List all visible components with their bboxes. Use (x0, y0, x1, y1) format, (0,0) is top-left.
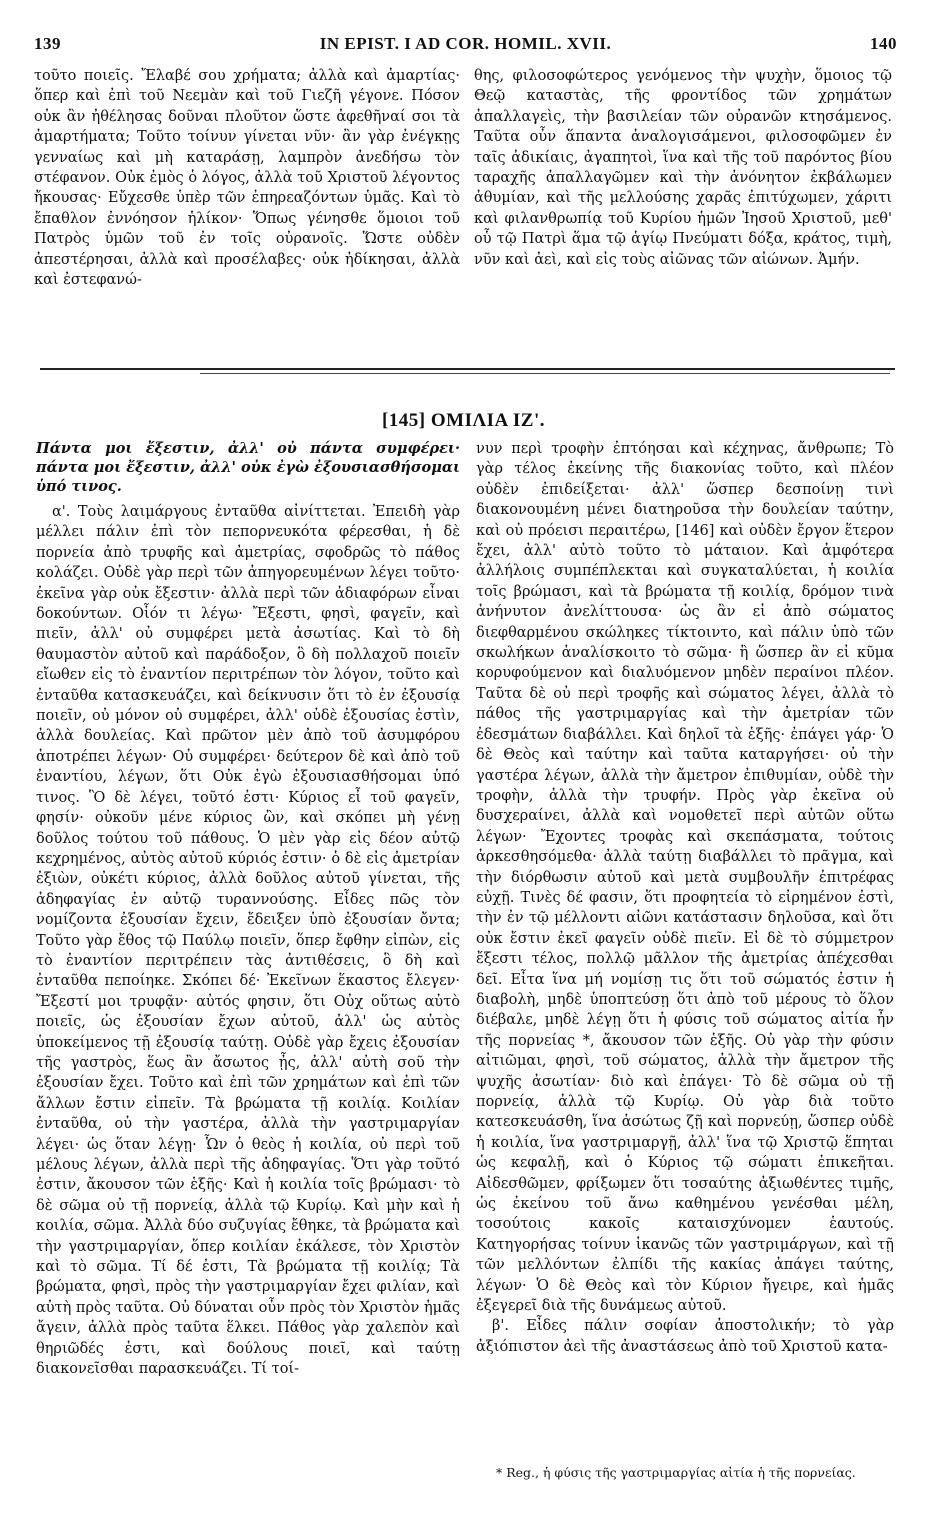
top-left-paragraph: τοῦτο ποιεῖς. Ἔλαβέ σου χρήματα; ἀλλὰ καὶ ἁμαρτίας· ὅπερ καὶ ἐπὶ τοῦ Νεεμὰν καὶ τοῦ Γιεζῆ γέγονε. Πόσον οὐκ ἂν ἠθέλησας δοῦναι πλοῦτον ὥστε ἀφεθῆναί σοι τὰ ἁμαρτήματα; Τοῦτο τοίνυν γίνεται νῦν· ἂν γὰρ ἐνέγκῃς γενναίως καὶ μὴ καταράσῃ, λαμπρὸν ἀνεδήσω τὸν στέφανον. Οὐκ ἐμὸς ὁ λόγος, ἀλλὰ τοῦ Χριστοῦ λέγοντος ἤκουσας· Εὔχεσθε ὑπὲρ τῶν ἐπηρεαζόντων ὑμᾶς. Καὶ τὸ ἔπαθλον ἐννόησον ἡλίκον· Ὅπως γένησθε ὅμοιοι τοῦ Πατρὸς ὑμῶν τοῦ ἐν τοῖς οὐρανοῖς. Ὥστε οὐδὲν ἀπεστέρησαι, ἀλλὰ καὶ προσέλαβες· οὐκ ἠδίκησαι, ἀλλὰ καὶ ἐστεφανώ- (34, 68, 460, 289)
top-left-column (34, 66, 460, 334)
running-head (34, 34, 897, 56)
right-paragraph-1: νυν περὶ τροφὴν ἐπτόησαι καὶ κέχηνας, ἄνθρωπε; Τὸ γὰρ τέλος ἐκείνης τῆς διακονίας τοῦτο, καὶ πλέον οὐδὲν ἐπιδείξεται· ἀλλ' ὥσπερ δεσποίνῃ τινὶ διακονουμένη μένει διατηροῦσα τὴν δουλείαν ταύτην, καὶ οὐ πρόεισι περαιτέρω, [146] καὶ οὐδὲν ἔργον ἕτερον ἔχει, ἀλλ' αὐτὸ τοῦτο τὸ μάταιον. Καὶ ἀμφότερα ἀλλήλοις συμπέπλεκται καὶ συγκαταλύεται, ἡ κοιλία τοῖς βρώμασι, καὶ τὰ βρώματα τῇ κοιλίᾳ, δρόμον τινὰ ἀνήνυτον ἀνελίττουσα· ὡς ἂν εἰ ἀπὸ σώματος διεφθαρμένου σκώληκες τίκτοιντο, καὶ πάλιν ὑπὸ τῶν σκωλήκων ἀναλίσκοιτο τὸ σῶμα· ἢ ὥσπερ ἂν εἰ κῦμα κορυφούμενον καὶ διαλυόμενον μηδὲν περαίνοι πλέον. Ταῦτα δὲ οὐ περὶ τροφῆς καὶ σώματος λέγει, ἀλλὰ τὸ πάθος τῆς γαστριμαργίας καὶ τὴν ἀμετρίαν τῶν ἐδεσμάτων διαβάλλει. Καὶ δηλοῖ τὰ ἑξῆς· ἐπάγει γάρ· Ὁ δὲ Θεὸς καὶ ταύτην καὶ ταῦτα καταργήσει· οὐ τὴν γαστέρα λέγων, ἀλλὰ τὴν ἄμετρον ἐπιθυμίαν, οὐδὲ τὴν τροφὴν, ἀλλὰ τὴν τρυφήν. Πρὸς γὰρ ἐκεῖνα οὐ δυσχεραίνει, ἀλλὰ καὶ νομοθετεῖ περὶ αὐτῶν οὕτω λέγων· Ἔχοντες τροφὰς καὶ σκεπάσματα, τούτοις ἀρκεσθησόμεθα· ἀλλὰ ταύτῃ διαβάλλει τὸ πρᾶγμα, καὶ τὴν διόρθωσιν αὐτοῦ καὶ μετὰ συμβουλῆν ἐπιτρέφας εὐχῇ. Τινὲς δέ φασιν, ὅτι προφητεία τὸ εἰρημένον ἐστὶ, τὴν ἐν τῷ μέλλοντι αἰῶνι κατάστασιν δηλοῦσα, καὶ ὅτι οὐκ ἔστιν ἐκεῖ φαγεῖν οὐδὲ πιεῖν. Εἰ δὲ τὸ σύμμετρον ἔξεστι τέλος, πολλῷ μᾶλλον τῆς ἀμετρίας ἀπέχεσθαι δεῖ. Εἶτα ἵνα μή νομίσῃ τις ὅτι τοῦ σώματός ἐστιν ἡ διαβολὴ, μηδὲ ὑποπτεύσῃ ὅτι ἀπὸ τοῦ μέρους τὸ ὅλον διέβαλε, μηδὲ λέγῃ ὅτι ἡ φύσις τοῦ σώματος αἰτία ἦν τῆς πορνείας *, ἄκουσον τῶν ἑξῆς. Οὐ γὰρ τὴν φύσιν αἰτιῶμαι, φησὶ, τοῦ σώματος, ἀλλὰ τὴν ἄμετρον τῆς ψυχῆς ἀσωτίαν· διὸ καὶ ἐπάγει· Τὸ δὲ σῶμα οὐ τῇ πορνείᾳ, ἀλλὰ τῷ Κυρίῳ. Οὐ γὰρ διὰ τοῦτο κατεσκευάσθη, ἵνα ἀσώτως ζῇ καὶ πορνεύῃ, ὥσπερ οὐδὲ ἡ κοιλία, ἵνα γαστριμαργῇ, ἀλλ' ἵνα τῷ Χριστῷ ἕπηται ὡς κεφαλῇ, καὶ ὁ Κύριος τῷ σώματι ἐπικεῆται. Αἰδεσθῶμεν, φρίξωμεν ὅτι τοσαύτης ἀξιωθέντες τιμῆς, ὡς ἐκείνου τοῦ ἄνω καθημένου γενέσθαι μέλη, τοσούτοις κακοῖς καταισχύνομεν ἑαυτούς. Κατηγορήσας τοίνυν ἱκανῶς τῶν γαστριμάργων, καὶ τῇ τῶν μελλόντων ἐλπίδι τῆς κακίας ἀπάγει ταύτης, λέγων· Ὁ δὲ Θεὸς καὶ τὸν Κύριον ἤγειρε, καὶ ἡμᾶς ἐξεγερεῖ διὰ τῆς δυνάμεως αὐτοῦ. (476, 441, 894, 1315)
section-divider (40, 368, 895, 370)
bottom-right-column (476, 439, 894, 1449)
top-right-paragraph: θης, φιλοσοφώτερος γενόμενος τὴν ψυχὴν, ὅμοιος τῷ Θεῷ καταστὰς, τῆς φροντίδος τῶν χρημάτων ἀπαλλαγεὶς, τὴν βασιλείαν τῶν οὐρανῶν κτησάμενος. Ταῦτα οὖν ἅπαντα ἀναλογισάμενοι, φιλοσοφῶμεν ἐν ταῖς ἀδικίαις, ἀγαπητοὶ, ἵνα καὶ τῆς τοῦ παρόντος βίου ταραχῆς ἀπαλλαγῶμεν καὶ τὴν ἀνόνητον ἐκβάλωμεν ἀθυμίαν, καὶ τῆς μελλούσης χαρᾶς ἐπιτύχωμεν, χάριτι καὶ φιλανθρωπίᾳ τοῦ Κυρίου ἡμῶν Ἰησοῦ Χριστοῦ, μεθ' οὗ τῷ Πατρὶ ἅμα τῷ ἁγίῳ Πνεύματι δόξα, κράτος, τιμὴ, νῦν καὶ ἀεὶ, καὶ εἰς τοὺς αἰῶνας τῶν αἰώνων. Ἀμήν. (474, 68, 892, 268)
scripture-lemma: Πάντα μοι ἔξεστιν, ἀλλ' οὐ πάντα συμφέρει· πάντα μοι ἔξεστιν, ἀλλ' οὐκ ἐγὼ ἐξουσιασθήσομαι ὑπό τινος. (36, 440, 460, 495)
page-number-right: 140 (870, 34, 897, 53)
footnote: * Reg., ἡ φύσις τῆς γαστριμαργίας αἰτία ἡ τῆς πορνείας. (496, 1465, 856, 1480)
section-divider-thin (200, 373, 890, 374)
left-paragraph-1: α'. Τοὺς λαιμάργους ἐνταῦθα αἰνίττεται. Ἐπειδὴ γὰρ μέλλει πάλιν ἐπὶ τὸν πεπορνευκότα φέρεσθαι, ἡ δὲ πορνεία ἀπὸ τρυφῆς καὶ ἀμετρίας, σφοδρῶς τὸ πάθος κολάζει. Οὐδὲ γὰρ περὶ τῶν ἀπηγορευμένων λέγει τοῦτο· ἐκεῖνα γὰρ οὐκ ἔξεστιν· ἀλλὰ περὶ τῶν ἀδιαφόρων εἶναι δοκούντων. Οἷόν τι λέγω· Ἔξεστι, φησὶ, φαγεῖν, καὶ πιεῖν, ἀλλ' οὐ συμφέρει μετὰ ἀσωτίας. Καὶ τὸ δὴ θαυμαστὸν αὐτοῦ καὶ παράδοξον, ὃ δὴ πολλαχοῦ ποιεῖν εἴωθεν εἰς τὸ ἐναντίον περιτρέπων τὸν λόγον, τοῦτο καὶ ἐνταῦθα κατασκευάζει, καὶ δείκνυσιν ὅτι τὸ ἐν ἐξουσίᾳ ποιεῖν, οὐ μόνον οὐ συμφέρει, ἀλλ' οὐδὲ ἐξουσίας ἐστὶν, ἀλλὰ δουλείας. Καὶ πρῶτον μὲν ἀπὸ τοῦ ἀσυμφόρου ἀποτρέπει λέγων· Οὐ συμφέρει· δεύτερον δὲ καὶ ἀπὸ τοῦ ἐναντίου, λέγων, ὅτι Οὐκ ἐγὼ ἐξουσιασθήσομαι ὑπό τινος. Ὃ δὲ λέγει, τοῦτό ἐστι· Κύριος εἶ τοῦ φαγεῖν, φησίν· οὐκοῦν μένε κύριος ὢν, καὶ σκόπει μὴ γένῃ δοῦλος τούτου τοῦ πάθους. Ὁ μὲν γὰρ εἰς δέον αὐτῷ κεχρημένος, αὐτὸς αὐτοῦ κύριός ἐστιν· ὁ δὲ εἰς ἀμετρίαν ἐξιὼν, οὐκέτι κύριος, ἀλλὰ δοῦλος αὐτοῦ γίνεται, τῆς ἀδηφαγίας ἐν αὐτῷ τυραννούσης. Εἶδες πῶς τὸν νομίζοντα ἐξουσίαν ἔχειν, ἔδειξεν ὑπὸ ἐξουσίαν ὄντα; Τοῦτο γὰρ ἔθος τῷ Παύλῳ ποιεῖν, ὅπερ ἔφθην εἰπὼν, εἰς τὸ ἐναντίον περιτρέπειν τὰς ἀντιθέσεις, ὃ δὴ καὶ ἐνταῦθα πεποίηκε. Σκόπει δέ· Ἐκεῖνων ἕκαστος ἔλεγεν· Ἔξεστί μοι τρυφᾷν· αὐτός φησιν, ὅτι Οὐχ οὕτως αὐτὸ ποιεῖς, ὡς ἐξουσίαν ἔχων αὐτοῦ, ἀλλ' ὡς αὐτὸς ὑποκείμενος τῇ ἐξουσίᾳ ταύτῃ. Οὐδὲ γὰρ ἔχεις ἐξουσίαν τῆς γαστρὸς, ἕως ἂν ἄσωτος ᾖς, ἀλλ' αὐτὴ σοῦ τὴν ἐξουσίαν ἔχει. Τοῦτο καὶ ἐπὶ τῶν χρημάτων καὶ ἐπὶ τῶν ἄλλων ἔστιν εἰπεῖν. Τὰ βρώματα τῇ κοιλίᾳ. Κοιλίαν ἐνταῦθα, οὐ τὴν γαστέρα, ἀλλὰ τὴν γαστριμαργίαν λέγει· ὡς ὅταν λέγῃ· Ὧν ὁ θεὸς ἡ κοιλία, οὐ περὶ τοῦ μέλους λέγων, ἀλλὰ περὶ τῆς ἀδηφαγίας. Ὅτι γὰρ τοῦτό ἐστιν, ἄκουσον τῶν ἑξῆς· Καὶ ἡ κοιλία τοῖς βρώμασι· τὸ δὲ σῶμα οὐ τῇ πορνείᾳ, ἀλλὰ τῷ Κυρίῳ. Καὶ μὴν καὶ ἡ κοιλία, σῶμα. Ἀλλὰ δύο συζυγίας ἔθηκε, τὰ βρώματα καὶ τὴν γαστριμαργίαν, ὅπερ κοιλίαν ἐκάλεσε, τὸν Χριστὸν καὶ τὸ σῶμα. Τί δέ ἐστι, Τὰ βρώματα τῇ κοιλίᾳ; Τὰ βρώματα, φησὶ, πρὸς τὴν γαστριμαργίαν ἔχει φιλίαν, καὶ αὐτὴ πρὸς ταῦτα. Οὐ δύναται οὖν πρὸς τὸν Χριστὸν ἡμᾶς ἄγειν, ἀλλὰ πρὸς ταῦτα ἕλκει. Πάθος γὰρ χαλεπὸν καὶ θηριῶδές ἐστι, καὶ δούλους ποιεῖ, καὶ ταύτῃ διακονεῖσθαι παρασκευάζει. Τί τοί- (36, 504, 460, 1378)
top-right-column (474, 66, 892, 334)
homily-title: [145] ΟΜΙΛΙΑ ΙΖ'. (381, 410, 546, 431)
right-paragraph-2: β'. Εἶδες πάλιν σοφίαν ἀποστολικήν; τὸ γὰρ ἀξιόπιστον ἀεὶ τῆς ἀναστάσεως ἀπὸ τοῦ Χριστοῦ κατα- (476, 1318, 894, 1355)
page-number-left: 139 (34, 34, 61, 53)
running-head-title: IN EPIST. I AD COR. HOMIL. XVII. (319, 34, 612, 53)
bottom-left-column (36, 439, 460, 1489)
